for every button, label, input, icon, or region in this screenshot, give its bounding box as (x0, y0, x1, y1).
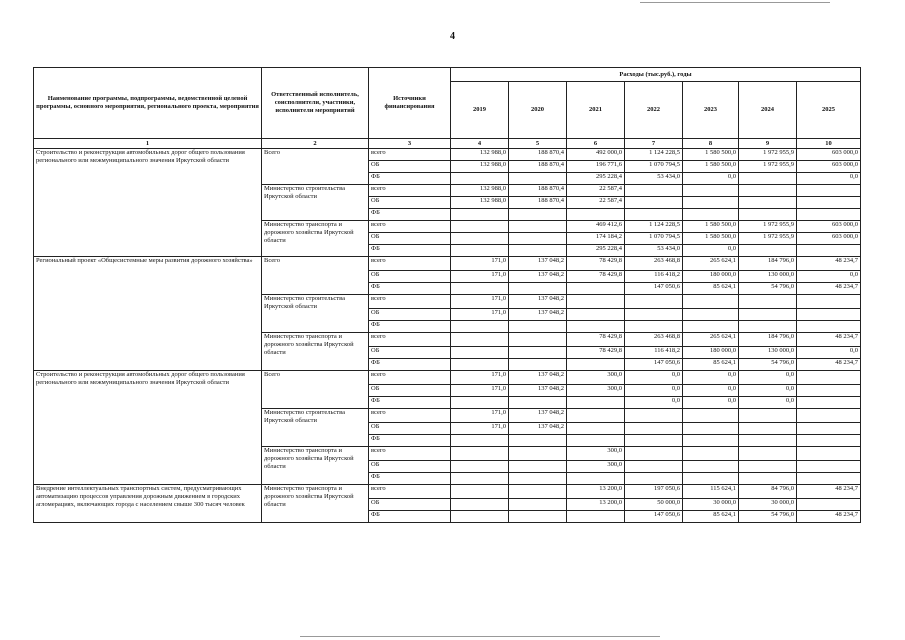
column-number: 8 (683, 139, 739, 149)
amount-cell: 147 050,6 (625, 511, 683, 523)
funding-source: ФБ (369, 359, 451, 371)
amount-cell: 0,0 (625, 397, 683, 409)
amount-cell (567, 409, 625, 423)
amount-cell: 0,0 (683, 371, 739, 385)
amount-cell (739, 309, 797, 321)
responsible-executor: Министерство транспорта и дорожного хозяйства Иркутской области (262, 485, 369, 523)
column-number-row (34, 139, 861, 149)
amount-cell (797, 371, 861, 385)
amount-cell (509, 447, 567, 461)
amount-cell (797, 473, 861, 485)
amount-cell (451, 435, 509, 447)
amount-cell (451, 333, 509, 347)
header-name: Наименование программы, подпрограммы, ведомственной целевой программы, основного мероприятия, регионального проекта, мероприятия (34, 68, 262, 139)
amount-cell (509, 485, 567, 499)
amount-cell (797, 209, 861, 221)
amount-cell (509, 359, 567, 371)
amount-cell: 53 434,0 (625, 173, 683, 185)
amount-cell: 188 870,4 (509, 185, 567, 197)
scan-artifact-bottom (300, 636, 660, 637)
amount-cell (451, 173, 509, 185)
funding-source: ФБ (369, 321, 451, 333)
amount-cell: 1 580 500,0 (683, 221, 739, 233)
amount-cell: 171,0 (451, 257, 509, 271)
budget-body (34, 149, 861, 523)
amount-cell (567, 295, 625, 309)
amount-cell (451, 447, 509, 461)
amount-cell (739, 435, 797, 447)
amount-cell: 0,0 (683, 173, 739, 185)
responsible-executor: Министерство строительства Иркутской области (262, 295, 369, 333)
amount-cell: 137 048,2 (509, 385, 567, 397)
amount-cell (625, 423, 683, 435)
funding-source: ОБ (369, 309, 451, 321)
header-expenses: Расходы (тыс.руб.), годы (451, 68, 861, 82)
amount-cell: 1 070 794,5 (625, 233, 683, 245)
amount-cell (567, 511, 625, 523)
amount-cell: 188 870,4 (509, 149, 567, 161)
program-name: Строительство и реконструкция автомобильных дорог общего пользования регионального или межмуниципального значения Иркутской области (34, 149, 262, 257)
header-sources: Источники финансирования (369, 68, 451, 139)
amount-cell: 171,0 (451, 423, 509, 435)
amount-cell: 54 796,0 (739, 511, 797, 523)
table-row (34, 149, 861, 161)
amount-cell (509, 221, 567, 233)
amount-cell: 171,0 (451, 385, 509, 397)
header-year: 2019 (451, 82, 509, 139)
amount-cell (739, 295, 797, 309)
funding-source: ФБ (369, 173, 451, 185)
funding-source: всего (369, 185, 451, 197)
amount-cell (567, 283, 625, 295)
amount-cell (797, 423, 861, 435)
amount-cell: 53 434,0 (625, 245, 683, 257)
amount-cell (683, 409, 739, 423)
header-year: 2024 (739, 82, 797, 139)
amount-cell: 1 972 955,9 (739, 149, 797, 161)
amount-cell (451, 245, 509, 257)
amount-cell (683, 185, 739, 197)
amount-cell: 265 624,1 (683, 333, 739, 347)
amount-cell: 137 048,2 (509, 295, 567, 309)
funding-source: ОБ (369, 271, 451, 283)
amount-cell (797, 295, 861, 309)
amount-cell: 603 000,0 (797, 161, 861, 173)
funding-source: ОБ (369, 233, 451, 245)
funding-source: ФБ (369, 435, 451, 447)
amount-cell (451, 321, 509, 333)
amount-cell: 1 972 955,9 (739, 233, 797, 245)
amount-cell: 300,0 (567, 447, 625, 461)
amount-cell (451, 485, 509, 499)
amount-cell (797, 245, 861, 257)
amount-cell: 132 988,0 (451, 185, 509, 197)
amount-cell: 48 234,7 (797, 257, 861, 271)
funding-source: ОБ (369, 499, 451, 511)
amount-cell: 0,0 (739, 385, 797, 397)
amount-cell: 196 771,6 (567, 161, 625, 173)
amount-cell (683, 309, 739, 321)
amount-cell: 22 587,4 (567, 197, 625, 209)
amount-cell (567, 321, 625, 333)
amount-cell: 184 796,0 (739, 257, 797, 271)
amount-cell: 85 624,1 (683, 283, 739, 295)
amount-cell: 197 050,6 (625, 485, 683, 499)
amount-cell (567, 423, 625, 435)
scan-artifact-top (640, 2, 830, 3)
amount-cell: 137 048,2 (509, 371, 567, 385)
amount-cell (509, 173, 567, 185)
amount-cell: 1 070 794,5 (625, 161, 683, 173)
amount-cell (509, 333, 567, 347)
amount-cell: 137 048,2 (509, 423, 567, 435)
funding-source: ОБ (369, 161, 451, 173)
amount-cell (683, 321, 739, 333)
amount-cell (739, 185, 797, 197)
funding-source: всего (369, 485, 451, 499)
responsible-executor: Министерство строительства Иркутской области (262, 409, 369, 447)
amount-cell (739, 447, 797, 461)
amount-cell (739, 423, 797, 435)
amount-cell: 130 000,0 (739, 271, 797, 283)
funding-source: ОБ (369, 347, 451, 359)
amount-cell: 147 050,6 (625, 283, 683, 295)
amount-cell: 137 048,2 (509, 257, 567, 271)
amount-cell: 0,0 (683, 245, 739, 257)
amount-cell (797, 321, 861, 333)
amount-cell (739, 197, 797, 209)
header-year: 2023 (683, 82, 739, 139)
amount-cell: 1 580 500,0 (683, 149, 739, 161)
amount-cell (451, 233, 509, 245)
amount-cell (797, 309, 861, 321)
amount-cell (567, 209, 625, 221)
responsible-executor: Всего (262, 257, 369, 295)
amount-cell: 48 234,7 (797, 359, 861, 371)
amount-cell: 85 624,1 (683, 511, 739, 523)
amount-cell: 85 624,1 (683, 359, 739, 371)
funding-source: ОБ (369, 385, 451, 397)
column-number: 2 (262, 139, 369, 149)
funding-source: ФБ (369, 511, 451, 523)
amount-cell (797, 447, 861, 461)
amount-cell: 22 587,4 (567, 185, 625, 197)
amount-cell: 137 048,2 (509, 409, 567, 423)
amount-cell (797, 197, 861, 209)
amount-cell (625, 209, 683, 221)
amount-cell: 171,0 (451, 371, 509, 385)
amount-cell (625, 321, 683, 333)
amount-cell (625, 473, 683, 485)
program-name: Региональный проект «Общесистемные меры развития дорожного хозяйства» (34, 257, 262, 371)
column-number: 3 (369, 139, 451, 149)
amount-cell (509, 397, 567, 409)
amount-cell: 137 048,2 (509, 309, 567, 321)
amount-cell: 48 234,7 (797, 511, 861, 523)
funding-source: ФБ (369, 473, 451, 485)
responsible-executor: Министерство транспорта и дорожного хозяйства Иркутской области (262, 333, 369, 371)
amount-cell: 0,0 (797, 173, 861, 185)
amount-cell (451, 397, 509, 409)
amount-cell (451, 221, 509, 233)
amount-cell (683, 295, 739, 309)
amount-cell: 603 000,0 (797, 233, 861, 245)
amount-cell (625, 309, 683, 321)
amount-cell: 1 124 228,5 (625, 149, 683, 161)
amount-cell (509, 435, 567, 447)
amount-cell: 147 050,6 (625, 359, 683, 371)
funding-source: ФБ (369, 245, 451, 257)
header-year: 2021 (567, 82, 625, 139)
responsible-executor: Министерство строительства Иркутской области (262, 185, 369, 221)
column-number: 6 (567, 139, 625, 149)
amount-cell: 184 796,0 (739, 333, 797, 347)
amount-cell: 171,0 (451, 409, 509, 423)
amount-cell (451, 473, 509, 485)
amount-cell: 13 200,0 (567, 485, 625, 499)
amount-cell (509, 347, 567, 359)
amount-cell (683, 209, 739, 221)
amount-cell (797, 397, 861, 409)
funding-source: ФБ (369, 283, 451, 295)
amount-cell (509, 283, 567, 295)
header-year: 2020 (509, 82, 567, 139)
amount-cell (683, 447, 739, 461)
program-name: Внедрение интеллектуальных транспортных систем, предусматривающих автоматизацию процессов управления дорожным движением в городских агломерациях, включающих города с населением свыше 300 тысяч человек (34, 485, 262, 523)
amount-cell: 171,0 (451, 309, 509, 321)
responsible-executor: Всего (262, 149, 369, 185)
responsible-executor: Министерство транспорта и дорожного хозяйства Иркутской области (262, 447, 369, 485)
amount-cell (509, 473, 567, 485)
amount-cell (797, 185, 861, 197)
funding-source: ОБ (369, 423, 451, 435)
amount-cell: 116 418,2 (625, 347, 683, 359)
amount-cell (509, 499, 567, 511)
amount-cell: 265 624,1 (683, 257, 739, 271)
amount-cell: 48 234,7 (797, 283, 861, 295)
amount-cell: 174 184,2 (567, 233, 625, 245)
amount-cell: 116 418,2 (625, 271, 683, 283)
amount-cell: 263 468,8 (625, 257, 683, 271)
amount-cell (739, 461, 797, 473)
amount-cell: 48 234,7 (797, 333, 861, 347)
amount-cell (509, 233, 567, 245)
table-row (34, 485, 861, 499)
amount-cell: 0,0 (797, 347, 861, 359)
amount-cell: 13 200,0 (567, 499, 625, 511)
amount-cell (451, 347, 509, 359)
column-number: 9 (739, 139, 797, 149)
column-number: 10 (797, 139, 861, 149)
amount-cell (451, 359, 509, 371)
amount-cell (739, 321, 797, 333)
amount-cell: 0,0 (683, 397, 739, 409)
amount-cell: 78 429,8 (567, 257, 625, 271)
amount-cell (739, 245, 797, 257)
amount-cell: 132 988,0 (451, 161, 509, 173)
amount-cell: 300,0 (567, 371, 625, 385)
column-number: 7 (625, 139, 683, 149)
amount-cell: 78 429,8 (567, 333, 625, 347)
funding-source: всего (369, 409, 451, 423)
amount-cell: 115 624,1 (683, 485, 739, 499)
amount-cell (509, 511, 567, 523)
column-number: 5 (509, 139, 567, 149)
amount-cell (451, 511, 509, 523)
amount-cell (739, 409, 797, 423)
amount-cell (739, 209, 797, 221)
amount-cell (451, 461, 509, 473)
responsible-executor: Министерство транспорта и дорожного хозяйства Иркутской области (262, 221, 369, 257)
amount-cell (625, 435, 683, 447)
funding-source: ОБ (369, 197, 451, 209)
header-responsible: Ответственный исполнитель, соисполнители, участники, исполнители мероприятий (262, 68, 369, 139)
amount-cell: 171,0 (451, 271, 509, 283)
amount-cell (797, 461, 861, 473)
responsible-executor: Всего (262, 371, 369, 409)
amount-cell: 132 988,0 (451, 197, 509, 209)
amount-cell: 50 000,0 (625, 499, 683, 511)
amount-cell (567, 435, 625, 447)
amount-cell: 84 796,0 (739, 485, 797, 499)
amount-cell (509, 245, 567, 257)
amount-cell: 603 000,0 (797, 149, 861, 161)
amount-cell: 469 412,6 (567, 221, 625, 233)
funding-source: ОБ (369, 461, 451, 473)
amount-cell: 295 228,4 (567, 245, 625, 257)
amount-cell (683, 461, 739, 473)
table-row (34, 371, 861, 385)
amount-cell: 137 048,2 (509, 271, 567, 283)
header-year: 2022 (625, 82, 683, 139)
budget-table (33, 67, 861, 523)
amount-cell (625, 185, 683, 197)
amount-cell: 130 000,0 (739, 347, 797, 359)
column-number: 1 (34, 139, 262, 149)
funding-source: всего (369, 447, 451, 461)
amount-cell (625, 197, 683, 209)
amount-cell: 492 000,0 (567, 149, 625, 161)
amount-cell: 0,0 (797, 271, 861, 283)
funding-source: всего (369, 295, 451, 309)
column-number: 4 (451, 139, 509, 149)
amount-cell (797, 385, 861, 397)
amount-cell: 1 124 228,5 (625, 221, 683, 233)
amount-cell (797, 499, 861, 511)
amount-cell (683, 197, 739, 209)
amount-cell (509, 209, 567, 221)
amount-cell (683, 423, 739, 435)
amount-cell: 295 228,4 (567, 173, 625, 185)
amount-cell (509, 461, 567, 473)
amount-cell (625, 461, 683, 473)
funding-source: всего (369, 333, 451, 347)
amount-cell: 132 988,0 (451, 149, 509, 161)
amount-cell: 0,0 (739, 371, 797, 385)
amount-cell: 180 000,0 (683, 347, 739, 359)
program-name: Строительство и реконструкция автомобильных дорог общего пользования регионального или межмуниципального значения Иркутской области (34, 371, 262, 485)
amount-cell: 30 000,0 (739, 499, 797, 511)
amount-cell: 0,0 (739, 397, 797, 409)
amount-cell: 1 972 955,9 (739, 221, 797, 233)
funding-source: всего (369, 149, 451, 161)
amount-cell: 180 000,0 (683, 271, 739, 283)
amount-cell (739, 173, 797, 185)
amount-cell (567, 309, 625, 321)
header-year: 2025 (797, 82, 861, 139)
amount-cell: 171,0 (451, 295, 509, 309)
amount-cell: 54 796,0 (739, 359, 797, 371)
amount-cell: 1 580 500,0 (683, 233, 739, 245)
amount-cell: 1 972 955,9 (739, 161, 797, 173)
amount-cell: 30 000,0 (683, 499, 739, 511)
funding-source: ФБ (369, 209, 451, 221)
amount-cell: 48 234,7 (797, 485, 861, 499)
amount-cell: 188 870,4 (509, 197, 567, 209)
funding-source: всего (369, 371, 451, 385)
amount-cell: 54 796,0 (739, 283, 797, 295)
amount-cell: 0,0 (625, 385, 683, 397)
amount-cell (451, 209, 509, 221)
amount-cell (739, 473, 797, 485)
amount-cell: 263 468,8 (625, 333, 683, 347)
amount-cell (567, 473, 625, 485)
amount-cell: 0,0 (625, 371, 683, 385)
amount-cell (567, 359, 625, 371)
amount-cell (625, 295, 683, 309)
funding-source: всего (369, 257, 451, 271)
funding-source: ФБ (369, 397, 451, 409)
amount-cell (797, 409, 861, 423)
amount-cell (509, 321, 567, 333)
amount-cell: 603 000,0 (797, 221, 861, 233)
amount-cell: 300,0 (567, 461, 625, 473)
amount-cell (683, 473, 739, 485)
amount-cell (451, 283, 509, 295)
table-row (34, 257, 861, 271)
amount-cell (797, 435, 861, 447)
amount-cell: 0,0 (683, 385, 739, 397)
amount-cell (451, 499, 509, 511)
amount-cell: 78 429,8 (567, 271, 625, 283)
amount-cell: 1 580 500,0 (683, 161, 739, 173)
amount-cell (625, 409, 683, 423)
amount-cell: 188 870,4 (509, 161, 567, 173)
amount-cell: 300,0 (567, 385, 625, 397)
amount-cell: 78 429,8 (567, 347, 625, 359)
page-number: 4 (450, 31, 455, 42)
amount-cell (567, 397, 625, 409)
amount-cell (625, 447, 683, 461)
amount-cell (683, 435, 739, 447)
funding-source: всего (369, 221, 451, 233)
